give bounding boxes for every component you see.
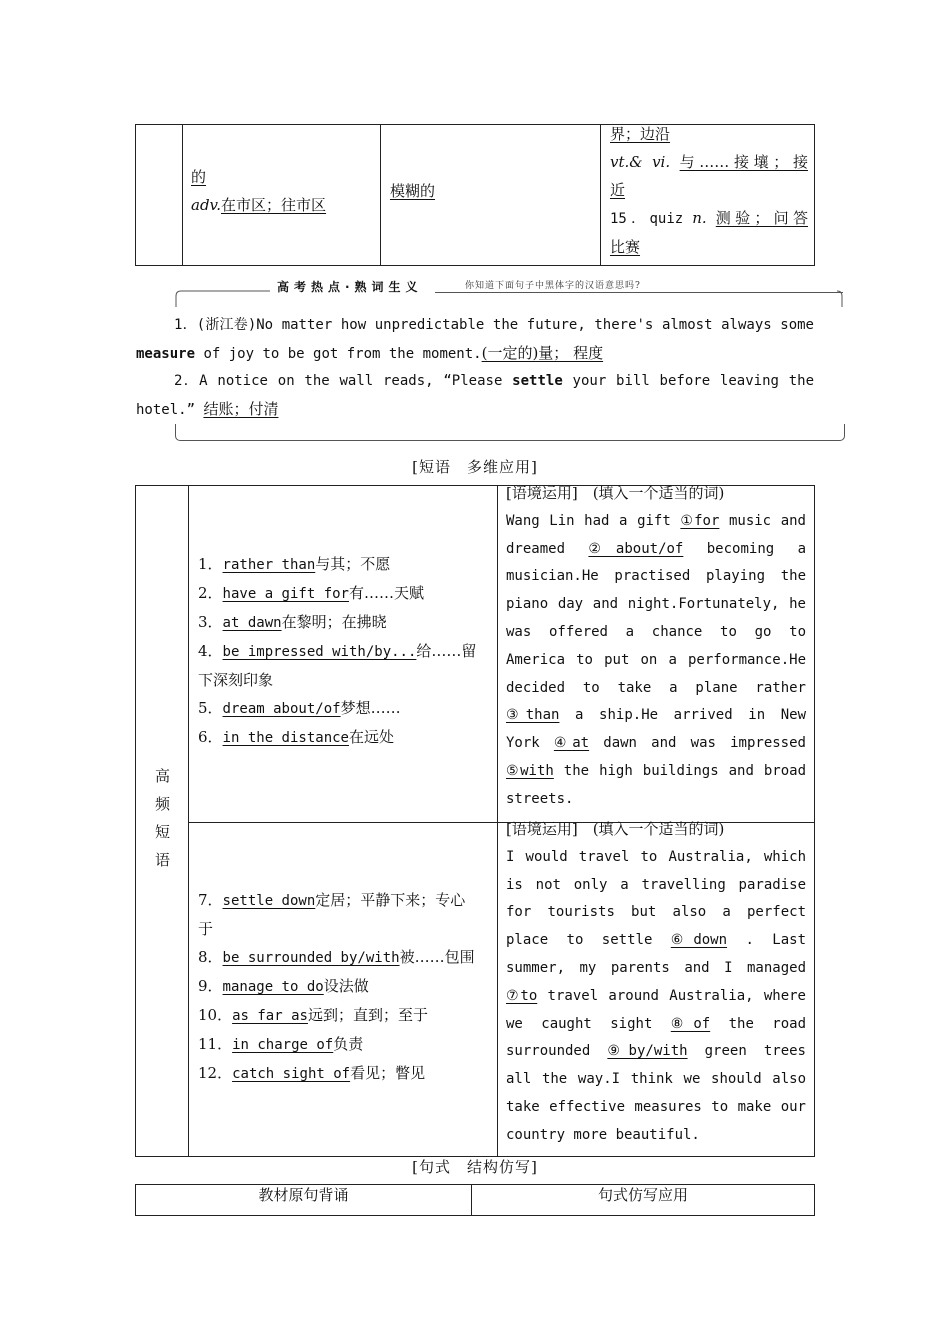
hot-item-1 (136, 312, 814, 368)
phrase-item: 8．be surrounded by/with被……包围 (198, 948, 475, 966)
context-exercise-2 (506, 816, 806, 1150)
passage-line: place to settle ⑥down . Last (506, 932, 807, 949)
passage-line: is not only a travelling paradise (506, 876, 806, 893)
answer-text: 与……接壤；接 (679, 153, 808, 171)
context-passage (506, 508, 806, 814)
phrase-item: 5．dream about/of梦想…… (198, 699, 401, 717)
phrase-item: 2．have a gift for有……天赋 (198, 584, 424, 602)
passage-line: piano day and night.Fortunately, he (506, 596, 806, 613)
phrases-table (135, 485, 815, 1157)
context-passage (506, 844, 806, 1150)
vocab-word: 15．quiz (610, 211, 684, 227)
hot-section-footer (175, 424, 845, 441)
answer-blank: ⑦to (506, 987, 538, 1004)
phrase-item: 10．as far as远到；直到；至于 (198, 1006, 428, 1024)
phrase-item: 1．rather than与其；不愿 (198, 555, 391, 573)
phrases-category-label (155, 762, 173, 874)
answer-blank: ①for (680, 512, 720, 529)
passage-line: summer, my parents and I managed (506, 959, 806, 976)
phrase-list-2 (198, 886, 490, 1088)
item-text: your bill before leaving the hotel.” (136, 373, 815, 418)
answer-text: 比赛 (610, 238, 641, 256)
passage-line: take effective measures to make our (506, 1098, 806, 1115)
sentence-table-header-left: 教材原句背诵 (258, 1186, 349, 1204)
hot-item-2 (136, 368, 814, 424)
passage-line: musician.He practised playing the (506, 568, 806, 585)
header-rule (435, 292, 843, 293)
item-text: A notice on the wall reads, “Please (199, 373, 513, 389)
label-char: 短 (155, 823, 171, 841)
answer-blank: ⑨by/with (607, 1043, 688, 1060)
phrase-item: 下深刻印象 (198, 671, 274, 689)
passage-line: we caught sight ⑧of the road (506, 1015, 806, 1032)
answer-blank: ④at (553, 735, 590, 752)
hot-section-subtitle: 你知道下面句子中黑体字的汉语意思吗? (465, 281, 641, 291)
column-divider (600, 125, 601, 265)
column-divider (380, 125, 381, 265)
item-text: of joy to be got from the moment. (195, 345, 482, 362)
phrase-list-1 (198, 550, 490, 752)
passage-line: York ④at dawn and was impressed (506, 735, 806, 752)
passage-line: ③than a ship.He arrived in New (506, 707, 807, 724)
hot-section-header (175, 272, 843, 308)
vocab-cell-col2 (191, 163, 326, 219)
vocab-cell-col4 (610, 120, 808, 261)
passage-line: all the way.I think we should also (506, 1071, 806, 1088)
passage-line: ⑤with the high buildings and broad (506, 762, 807, 779)
sentence-table-header-right: 句式仿写应用 (597, 1186, 688, 1204)
passage-line: decided to take a plane rather (506, 679, 806, 696)
column-divider (497, 486, 498, 1156)
sentence-table (135, 1184, 815, 1216)
passage-line: dreamed ②about/of becoming a (506, 540, 807, 557)
bold-word: settle (512, 373, 563, 389)
pos-label: n. (692, 209, 707, 227)
answer-text: 结账；付清 (203, 399, 279, 418)
column-divider (188, 486, 189, 1156)
context-exercise-1 (506, 480, 806, 814)
phrase-item: 12．catch sight of看见；瞥见 (198, 1064, 426, 1082)
phrase-item: 于 (198, 920, 214, 938)
phrase-item: 11．in charge of负责 (198, 1035, 364, 1053)
passage-line: Wang Lin had a gift ①for music and (506, 512, 806, 529)
answer-text: 在市区；往市区 (221, 196, 327, 214)
hot-section-body (136, 312, 814, 424)
pos-label: vt.& vi. (610, 153, 671, 171)
phrase-item: 4．be impressed with/by...给……留 (198, 642, 477, 660)
bold-word: measure (136, 345, 196, 362)
passage-line: for tourists but also a perfect (506, 904, 806, 921)
passage-line: I would travel to Australia, which (506, 848, 806, 865)
answer-text: 近 (610, 181, 626, 199)
answer-text: 测验；问答 (715, 209, 808, 227)
phrase-item: 6．in the distance在远处 (198, 728, 394, 746)
column-divider (182, 125, 183, 265)
item-text: (浙江卷)No matter how unpredictable the future, there's almost always some (196, 317, 814, 333)
context-header: [语境运用] (填入一个适当的词) (506, 820, 725, 838)
answer-text: 界；边沿 (610, 125, 671, 143)
phrase-item: 9．manage to do设法做 (198, 977, 369, 995)
phrases-section-title: [短语 多维应用] (412, 458, 538, 476)
phrase-item: 3．at dawn在黎明；在拂晓 (198, 613, 387, 631)
label-char: 高 (155, 767, 171, 785)
answer-blank: ⑤with (506, 762, 554, 779)
answer-text: 的 (191, 168, 207, 186)
pos-label: adv. (191, 196, 222, 214)
answer-blank: ②about/of (588, 540, 684, 557)
vocab-cell-col3 (390, 177, 435, 205)
answer-text: (一定的)量； 程度 (481, 343, 604, 362)
label-char: 语 (155, 851, 171, 869)
phrase-item: 7．settle down定居；平静下来；专心 (198, 891, 466, 909)
passage-line: was offered a chance to go to (506, 623, 806, 640)
answer-blank: ③than (506, 707, 560, 724)
sentence-section-title: [句式 结构仿写] (412, 1158, 538, 1176)
label-char: 频 (155, 795, 171, 813)
hot-section-title: 高考热点·熟词生义 (273, 278, 427, 295)
answer-blank: ⑧of (670, 1015, 711, 1032)
item-number: 2． (174, 373, 200, 389)
item-number: 1． (174, 317, 197, 333)
answer-blank: ⑥down (670, 932, 728, 949)
vocabulary-table-continued (135, 124, 815, 266)
passage-line: streets. (506, 790, 574, 807)
passage-line: country more beautiful. (506, 1126, 700, 1143)
passage-line: ⑦to travel around Australia, where (506, 987, 806, 1004)
passage-line: America to put on a performance.He (506, 651, 806, 668)
context-header: [语境运用] (填入一个适当的词) (506, 484, 725, 502)
answer-text: 模糊的 (390, 182, 436, 200)
passage-line: surrounded ⑨by/with green trees (506, 1043, 806, 1060)
